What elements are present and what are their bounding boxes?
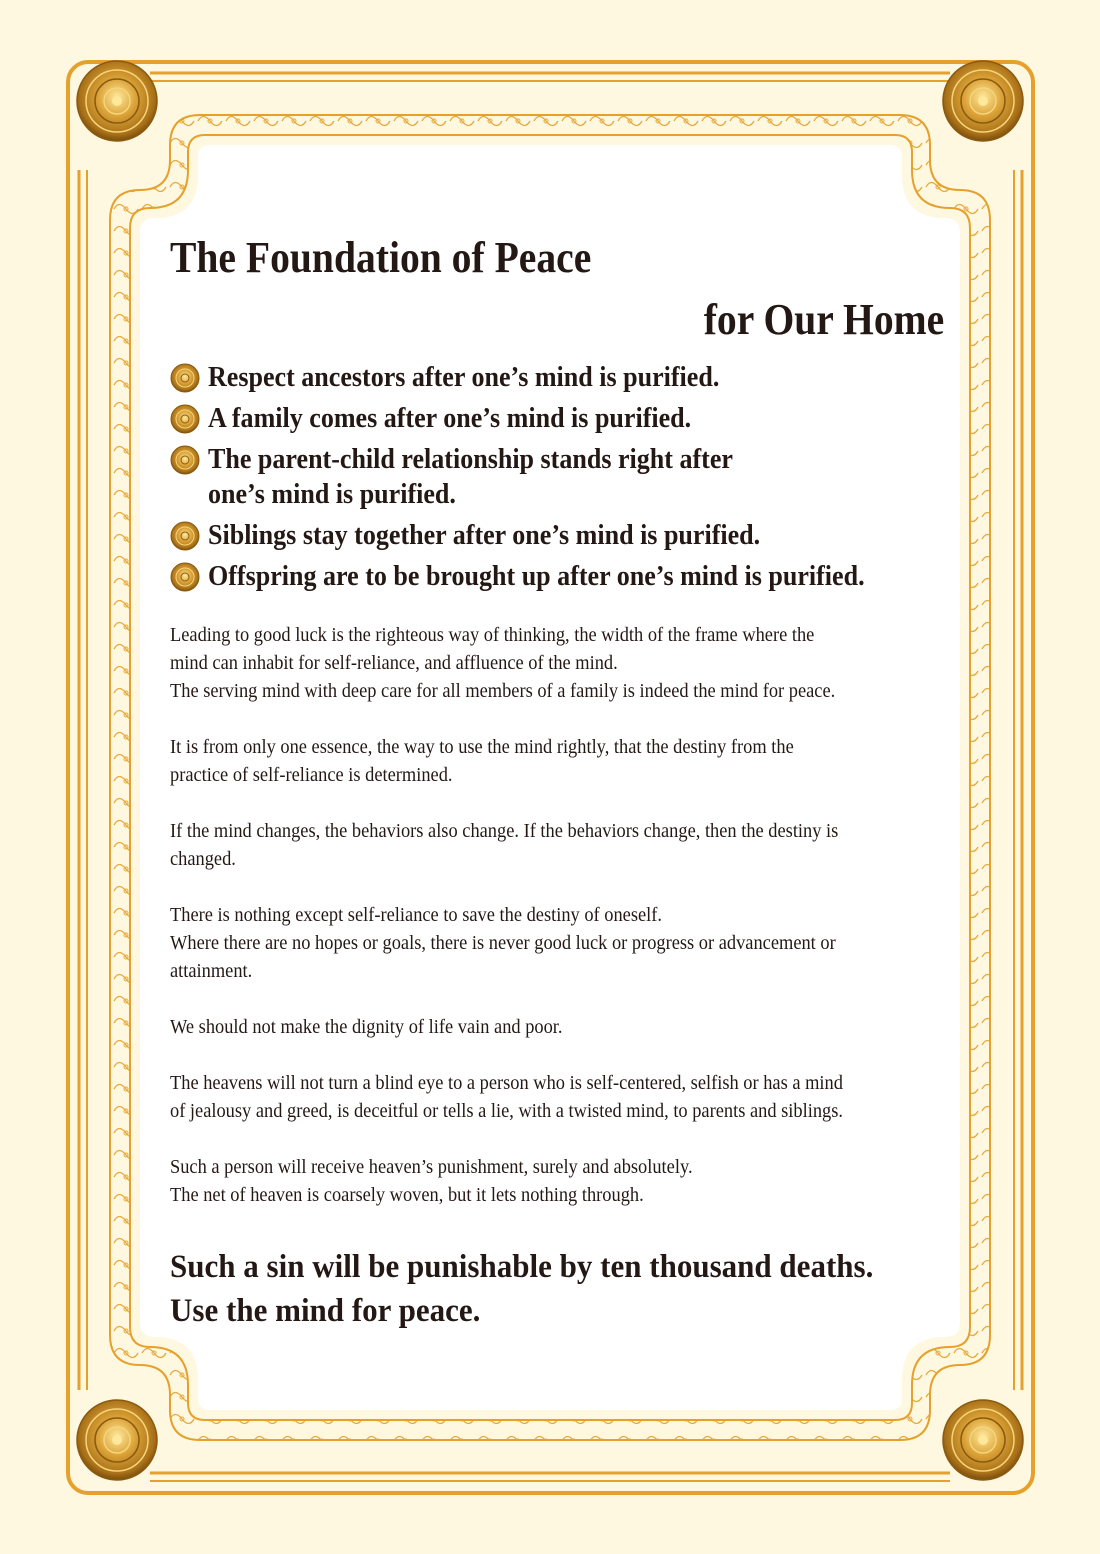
paragraph-line: attainment.	[170, 960, 253, 982]
gold-medallion-icon	[77, 1400, 157, 1480]
paragraph-line: We should not make the dignity of life vain and poor.	[170, 1016, 563, 1038]
paragraph-line: Leading to good luck is the righteous way of thinking, the width of the frame where the	[170, 624, 815, 646]
principle-text: Offspring are to be brought up after one’s mind is purified.	[208, 561, 865, 592]
paragraph-line: practice of self-reliance is determined.	[170, 764, 453, 786]
paragraph	[170, 1069, 960, 1125]
gold-medallion-icon	[170, 363, 200, 393]
paragraph-line: of jealousy and greed, is deceitful or tells a lie, with a twisted mind, to parents and siblings.	[170, 1100, 843, 1122]
gold-medallion-icon	[170, 562, 200, 592]
list-item	[170, 442, 960, 512]
closing-line: Use the mind for peace.	[170, 1293, 481, 1329]
paragraph-line: mind can inhabit for self-reliance, and affluence of the mind.	[170, 652, 618, 674]
principle-text: Respect ancestors after one’s mind is purified.	[208, 362, 720, 393]
paragraph-line: Where there are no hopes or goals, there is never good luck or progress or advancement or	[170, 932, 836, 954]
list-item	[170, 559, 960, 594]
paragraph	[170, 1153, 960, 1209]
paragraph-line: There is nothing except self-reliance to save the destiny of oneself.	[170, 904, 663, 926]
principles-list	[170, 360, 960, 600]
principle-text: one’s mind is purified.	[208, 479, 456, 510]
paragraph-line: The heavens will not turn a blind eye to a person who is self-centered, selfish or has a mind	[170, 1072, 843, 1094]
gold-medallion-icon	[170, 404, 200, 434]
list-item	[170, 401, 960, 436]
paragraph-line: It is from only one essence, the way to use the mind rightly, that the destiny from the	[170, 736, 794, 758]
paragraph	[170, 1013, 960, 1041]
paragraph-line: If the mind changes, the behaviors also change. If the behaviors change, then the destiny is	[170, 820, 839, 842]
paragraph	[170, 733, 960, 789]
gold-medallion-icon	[943, 61, 1023, 141]
list-item	[170, 360, 960, 395]
paragraph	[170, 901, 960, 985]
page-title: The Foundation of Peace	[170, 233, 592, 282]
paragraph-line: The serving mind with deep care for all members of a family is indeed the mind for peace.	[170, 680, 836, 702]
paragraph-line: Such a person will receive heaven’s punishment, surely and absolutely.	[170, 1156, 693, 1178]
closing-statement	[170, 1245, 970, 1333]
principle-text: A family comes after one’s mind is purified.	[208, 403, 692, 434]
closing-line: Such a sin will be punishable by ten thousand deaths.	[170, 1249, 874, 1285]
principle-text: Siblings stay together after one’s mind is purified.	[208, 520, 761, 551]
gold-medallion-icon	[170, 445, 200, 475]
gold-medallion-icon	[943, 1400, 1023, 1480]
body-text	[170, 621, 960, 1237]
paragraph-line: The net of heaven is coarsely woven, but it lets nothing through.	[170, 1184, 644, 1206]
page-subtitle: for Our Home	[703, 295, 944, 344]
gold-medallion-icon	[170, 521, 200, 551]
paragraph-line: changed.	[170, 848, 236, 870]
list-item	[170, 518, 960, 553]
principle-text: The parent-child relationship stands right after	[208, 444, 733, 475]
paragraph	[170, 621, 960, 705]
gold-medallion-icon	[77, 61, 157, 141]
paragraph	[170, 817, 960, 873]
